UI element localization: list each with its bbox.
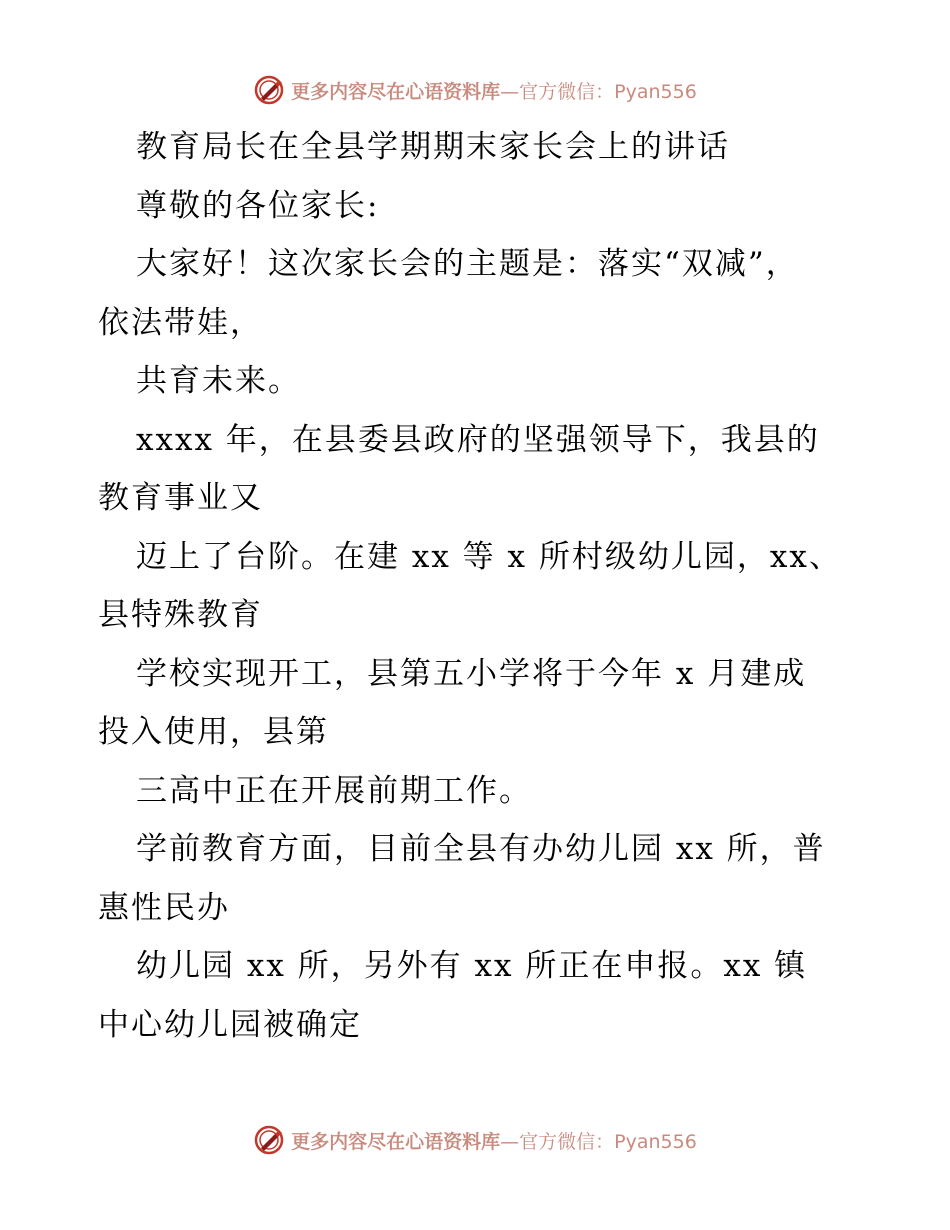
banner-bold-text: 更多内容尽在心语资料库: [291, 1130, 501, 1153]
header-banner: [0, 70, 950, 110]
text-line: 中心幼儿园被确定: [98, 1006, 362, 1043]
text-line: 学前教育方面，目前全县有办幼儿园 xx 所，普: [136, 831, 826, 867]
pen-logo-icon: [253, 74, 285, 106]
text-line: 依法带娃，: [98, 304, 263, 341]
document-body: [98, 118, 858, 1054]
banner-plain-text: —官方微信：Pyan556: [500, 80, 697, 103]
footer-banner: [0, 1120, 950, 1160]
text-line: 投入使用，县第: [98, 714, 329, 750]
text-line: xxxx 年，在县委县政府的坚强领导下，我县的: [136, 421, 820, 458]
text-line: 学校实现开工，县第五小学将于今年 x 月建成: [136, 655, 807, 692]
text-line: 三高中正在开展前期工作。: [136, 772, 532, 809]
text-line: 幼儿园 xx 所，另外有 xx 所正在申报。xx 镇: [136, 948, 808, 984]
banner-plain-text: —官方微信：Pyan556: [500, 1130, 697, 1153]
text-line: 尊敬的各位家长:: [136, 187, 380, 224]
banner-content: [253, 74, 697, 106]
text-line: 共育未来。: [136, 363, 301, 399]
banner-content: [253, 1124, 697, 1156]
text-line: 惠性民办: [98, 889, 230, 926]
text-line: 迈上了台阶。在建 xx 等 x 所村级幼儿园，xx、: [136, 538, 842, 575]
banner-text: [291, 77, 697, 104]
pen-logo-icon: [253, 1124, 285, 1156]
text-line: 大家好！这次家长会的主题是：落实“双减”，: [136, 246, 799, 282]
text-line: 县特殊教育: [98, 597, 263, 633]
text-line: 教育事业又: [98, 480, 263, 516]
banner-text: [291, 1127, 697, 1154]
banner-bold-text: 更多内容尽在心语资料库: [291, 80, 501, 103]
text-line: 教育局长在全县学期期末家长会上的讲话: [136, 129, 730, 165]
